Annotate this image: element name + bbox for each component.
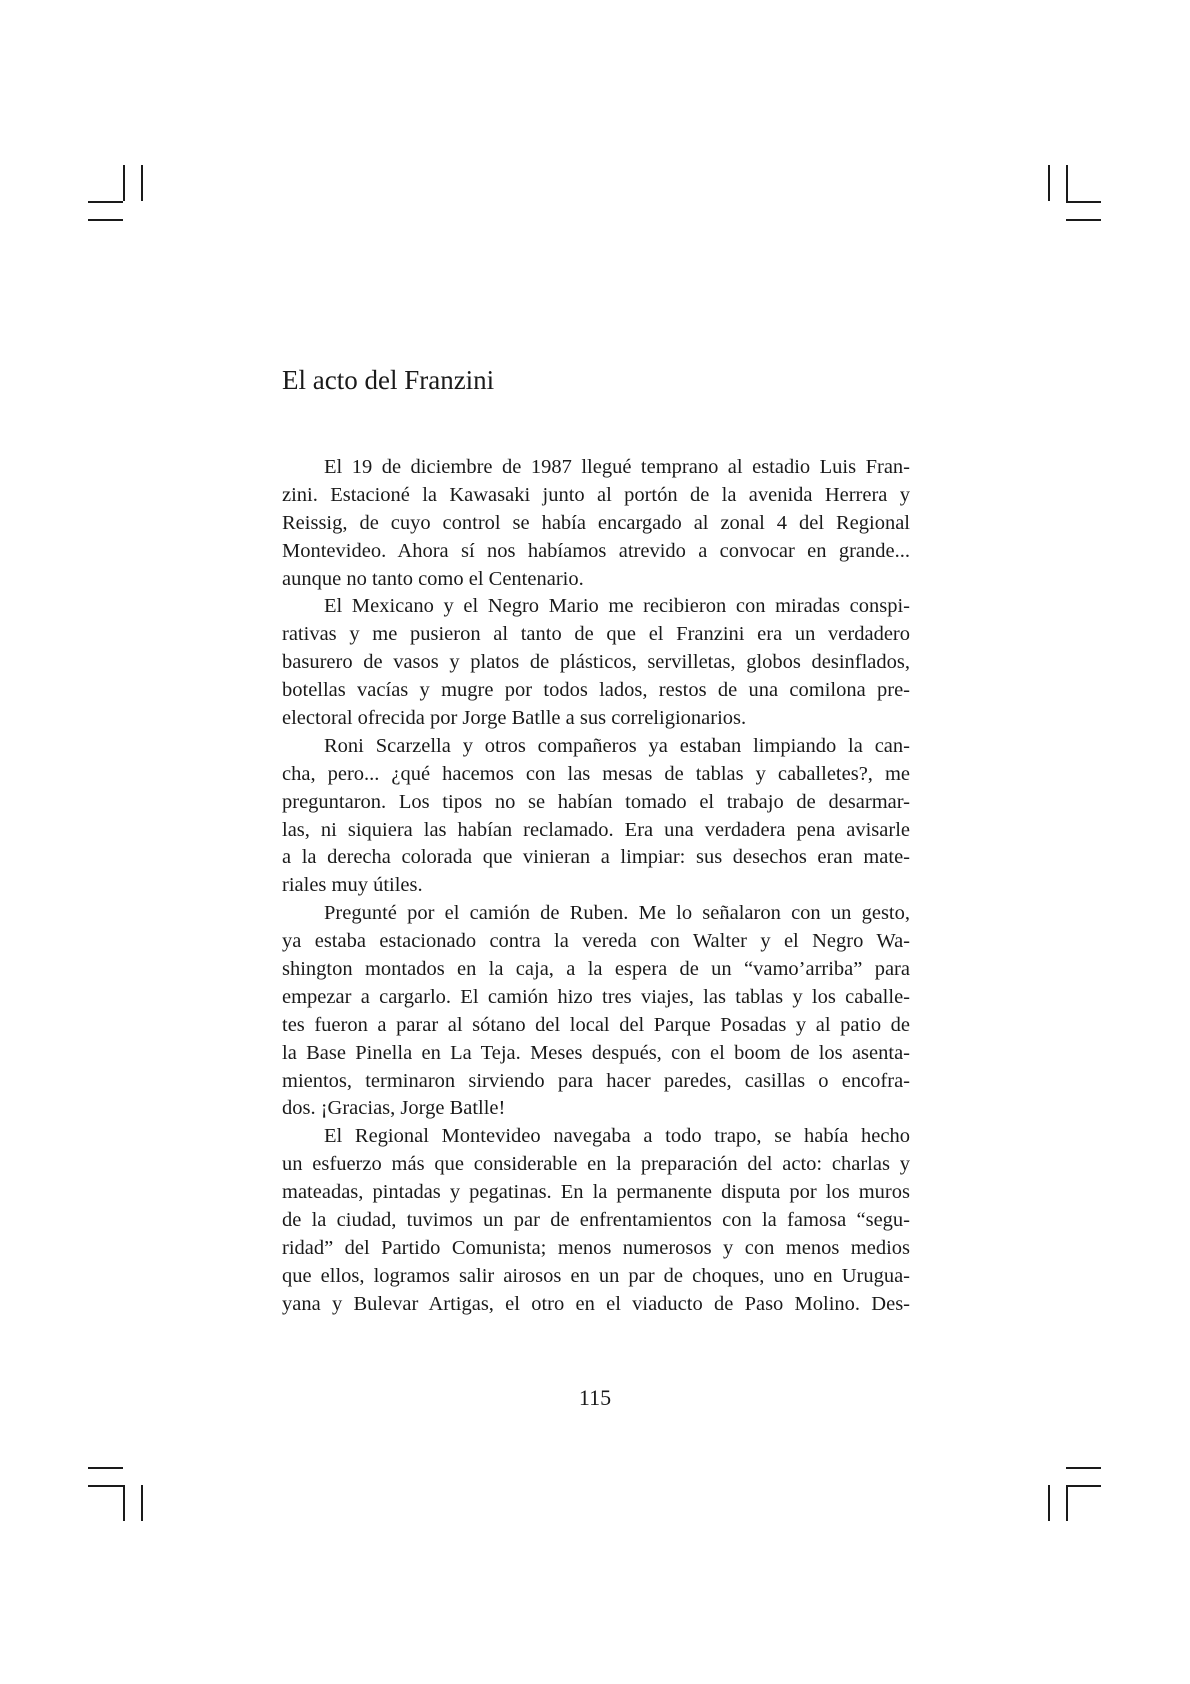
text-line: las, ni siquiera las habían reclamado. Era una verdadera pena avisarle bbox=[282, 818, 910, 841]
text-line: basurero de vasos y platos de plásticos, servilletas, globos desinflados, bbox=[282, 651, 910, 674]
crop-mark-bottom-right-v2 bbox=[1066, 1485, 1068, 1521]
text-line: Montevideo. Ahora sí nos habíamos atrevido a convocar en grande... bbox=[282, 539, 910, 562]
body-text bbox=[282, 454, 910, 1319]
text-line: Reissig, de cuyo control se había encargado al zonal 4 del Regional bbox=[282, 511, 910, 534]
crop-mark-bottom-right-h2 bbox=[1066, 1467, 1101, 1469]
text-line: de la ciudad, tuvimos un par de enfrentamientos con la famosa “segu- bbox=[282, 1209, 910, 1232]
text-line: un esfuerzo más que considerable en la preparación del acto: charlas y bbox=[282, 1153, 910, 1176]
crop-mark-bottom-right-h bbox=[1066, 1485, 1101, 1487]
page-number: 115 bbox=[578, 1385, 612, 1410]
crop-mark-bottom-right-v1 bbox=[1048, 1485, 1050, 1521]
text-line: cha, pero... ¿qué hacemos con las mesas de tablas y caballetes?, me bbox=[282, 762, 910, 785]
crop-mark-top-right-v1 bbox=[1048, 165, 1050, 201]
text-line: zini. Estacioné la Kawasaki junto al portón de la avenida Herrera y bbox=[282, 483, 910, 506]
text-line: shington montados en la caja, a la espera de un “vamo’arriba” para bbox=[282, 958, 910, 981]
crop-mark-bottom-left-h2 bbox=[88, 1467, 123, 1469]
crop-mark-bottom-left-v2 bbox=[141, 1485, 143, 1521]
text-line: Roni Scarzella y otros compañeros ya estaban limpiando la can- bbox=[324, 734, 910, 757]
text-line: tes fueron a parar al sótano del local del Parque Posadas y al patio de bbox=[282, 1013, 910, 1036]
crop-mark-top-right-v2 bbox=[1066, 165, 1068, 201]
text-line: a la derecha colorada que vinieran a limpiar: sus desechos eran mate- bbox=[282, 846, 910, 869]
crop-mark-bottom-left-h bbox=[88, 1485, 123, 1487]
crop-mark-top-left-h bbox=[88, 201, 123, 203]
text-line: aunque no tanto como el Centenario. bbox=[282, 567, 584, 590]
text-line: riales muy útiles. bbox=[282, 874, 423, 897]
text-line: El Regional Montevideo navegaba a todo trapo, se había hecho bbox=[324, 1125, 910, 1148]
text-line: rativas y me pusieron al tanto de que el Franzini era un verdadero bbox=[282, 623, 910, 646]
text-line: que ellos, logramos salir airosos en un par de choques, uno en Urugua- bbox=[282, 1264, 910, 1287]
crop-mark-bottom-left-v1 bbox=[123, 1485, 125, 1521]
text-line: yana y Bulevar Artigas, el otro en el viaducto de Paso Molino. Des- bbox=[282, 1292, 910, 1315]
text-line: mateadas, pintadas y pegatinas. En la permanente disputa por los muros bbox=[282, 1181, 910, 1204]
text-line: botellas vacías y mugre por todos lados, restos de una comilona pre- bbox=[282, 679, 910, 702]
text-line: la Base Pinella en La Teja. Meses después, con el boom de los asenta- bbox=[282, 1041, 910, 1064]
crop-mark-top-left-h2 bbox=[88, 219, 123, 221]
text-line: ridad” del Partido Comunista; menos numerosos y con menos medios bbox=[282, 1236, 910, 1259]
crop-mark-top-right-h bbox=[1066, 201, 1101, 203]
crop-mark-top-left-v1 bbox=[123, 165, 125, 201]
text-line: dos. ¡Gracias, Jorge Batlle! bbox=[282, 1097, 506, 1120]
text-line: Pregunté por el camión de Ruben. Me lo señalaron con un gesto, bbox=[324, 902, 910, 925]
text-line: El 19 de diciembre de 1987 llegué temprano al estadio Luis Fran- bbox=[324, 456, 910, 478]
text-line: preguntaron. Los tipos no se habían tomado el trabajo de desarmar- bbox=[282, 790, 910, 813]
crop-mark-top-left-v2 bbox=[141, 165, 143, 201]
crop-mark-top-right-h2 bbox=[1066, 219, 1101, 221]
text-line: empezar a cargarlo. El camión hizo tres viajes, las tablas y los caballe- bbox=[282, 985, 910, 1008]
text-line: ya estaba estacionado contra la vereda con Walter y el Negro Wa- bbox=[282, 930, 910, 953]
text-line: electoral ofrecida por Jorge Batlle a sus correligionarios. bbox=[282, 707, 747, 730]
chapter-title: El acto del Franzini bbox=[282, 365, 495, 395]
text-line: mientos, terminaron sirviendo para hacer paredes, casillas o encofra- bbox=[282, 1069, 910, 1092]
text-line: El Mexicano y el Negro Mario me recibieron con miradas conspi- bbox=[324, 595, 910, 618]
